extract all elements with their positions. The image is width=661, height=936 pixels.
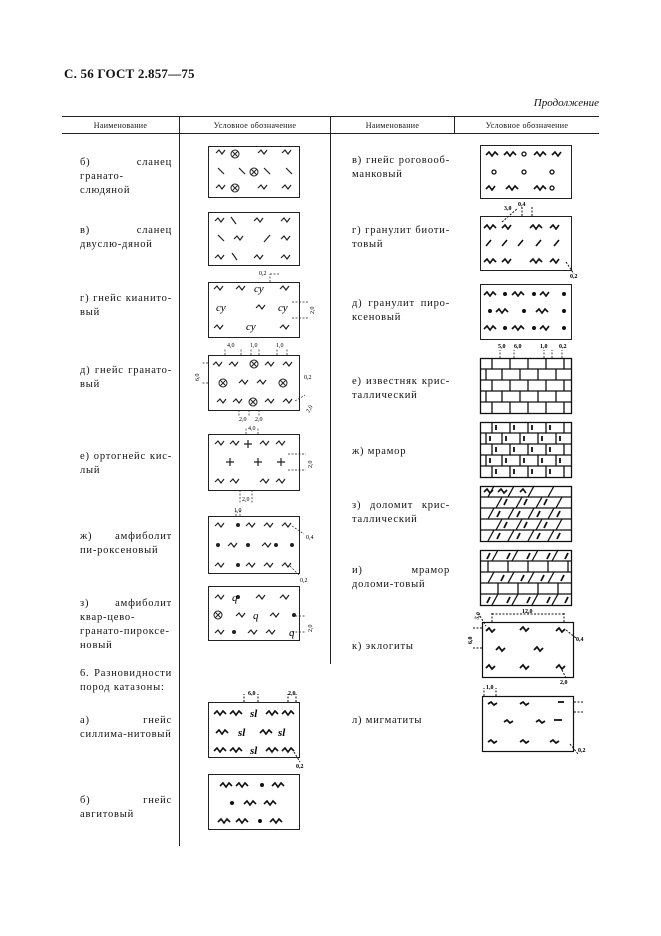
dim-label: 0,2 [259, 271, 267, 277]
row-label-kyanite-gneiss: г) гнейс кианито-вый [80, 293, 172, 318]
dim-label: 3,0 [504, 206, 512, 212]
dim-label: 4,0 [248, 426, 256, 432]
glyph-sl: sl [238, 727, 246, 739]
dim-label: 5,0 [498, 344, 506, 350]
row-label-two-mica-schist: в) сланец двуслю-дяной [80, 225, 172, 250]
row-label-augite-gneiss: б) гнейс авгитовый [80, 795, 172, 820]
dim-label: 2,0 [305, 404, 315, 414]
dim-label: 1,0 [234, 508, 242, 514]
col-divider-1 [179, 116, 180, 846]
glyph-cy: су [216, 302, 226, 314]
row-label-eclogites: к) эклогиты [352, 641, 414, 652]
glyph-cy: су [254, 283, 264, 295]
dim-label: 12,0 [522, 609, 533, 615]
glyph-q: q [289, 627, 295, 639]
dim-label: 1,0 [486, 685, 494, 691]
glyph-sl: sl [250, 708, 258, 720]
row-label-hornblende-gneiss: в) гнейс роговооб-манковый [352, 155, 450, 180]
col-header-symbol-right: Условное обозначение [485, 121, 569, 130]
symbol-biotite-granulite [470, 198, 585, 280]
row-label-garnet-mica-schist: б) сланец гранато-слюдяной [80, 157, 172, 196]
dim-label: 2,0 [308, 624, 314, 632]
dim-label: 0,4 [576, 637, 584, 643]
symbol-hornblende-gneiss [480, 145, 572, 199]
glyph-q: q [232, 592, 238, 604]
row-label-crystalline-limestone: е) известняк крис-таллический [352, 376, 450, 401]
glyph-cy: су [246, 321, 256, 333]
row-label-marble: ж) мрамор [352, 446, 407, 457]
dim-label: 1,0 [540, 344, 548, 350]
page-header: С. 56 ГОСТ 2.857—75 [64, 66, 195, 81]
row-label-quartz-garnet-pyroxene-amphibolite: з) амфиболит квар-цево-гранато-пироксе-новый [80, 598, 172, 651]
symbol-sillimanite-gneiss [208, 688, 313, 770]
glyph-sl: sl [250, 745, 258, 757]
dim-label: 6,0 [248, 691, 256, 697]
row-label-sillimanite-gneiss: а) гнейс силлима-нитовый [80, 715, 172, 740]
dim-label: 0,2 [570, 274, 578, 280]
symbol-acid-orthogneiss [208, 424, 318, 508]
dim-label: 5,0 [474, 611, 483, 621]
dim-label: 2,0 [560, 680, 568, 686]
dim-label: 0,4 [306, 535, 314, 541]
symbol-crystalline-limestone [470, 340, 580, 416]
symbol-marble [480, 422, 572, 478]
dim-label: 2,0 [255, 417, 263, 423]
col-header-symbol-left: Условное обозначение [213, 121, 297, 130]
row-label-crystalline-dolomite: з) доломит крис-таллический [352, 500, 450, 525]
symbol-pyroxene-granulite [480, 284, 572, 340]
continuation-label: Продолжение [533, 97, 599, 109]
col-divider-2 [330, 116, 331, 664]
dim-label: 2,0 [310, 306, 316, 314]
row-label-pyroxene-amphibolite: ж) амфиболит пи-роксеновый [80, 531, 172, 556]
symbol-augite-gneiss [208, 774, 300, 830]
dim-label: 6,0 [468, 636, 474, 644]
dim-label: 6,0 [514, 344, 522, 350]
row-label-migmatites: л) мигматиты [352, 715, 423, 726]
row-label-biotite-granulite: г) гранулит биоти-товый [352, 225, 450, 250]
row-label-acid-orthogneiss: е) ортогнейс кис-лый [80, 451, 172, 476]
col-header-name-left: Наименование [93, 121, 148, 130]
symbol-kyanite-gneiss [208, 270, 323, 340]
symbol-dolomitic-marble [480, 550, 572, 606]
symbol-eclogites [464, 608, 592, 684]
dim-label: 0,2 [304, 375, 312, 381]
symbol-garnet-gneiss [195, 343, 320, 421]
dim-label: 2,0 [239, 417, 247, 423]
symbol-two-mica-schist [208, 212, 300, 266]
symbol-migmatites [474, 684, 594, 760]
dim-label: 2,0 [242, 497, 250, 503]
glyph-q: q [253, 610, 259, 622]
row-label-dolomitic-marble: и) мрамор доломи-товый [352, 565, 450, 590]
dim-label: 2,0 [288, 691, 296, 697]
glyph-cy: су [278, 302, 288, 314]
symbol-garnet-mica-schist [208, 146, 300, 198]
row-label-garnet-gneiss: д) гнейс гранато-вый [80, 365, 172, 390]
dim-label: 6,0 [195, 373, 201, 381]
section-label-catazone: 6. Разновидности пород катазоны: [80, 668, 172, 693]
dim-label: 1,0 [276, 343, 284, 349]
dim-label: 0,2 [300, 578, 308, 584]
symbol-crystalline-dolomite [480, 486, 572, 542]
dim-label: 0,4 [518, 202, 526, 208]
dim-label: 1,0 [250, 343, 258, 349]
symbol-quartz-garnet-pyroxene-amphibolite [208, 586, 318, 646]
col-header-name-right: Наименование [365, 121, 420, 130]
symbol-pyroxene-amphibolite [208, 506, 323, 584]
glyph-sl: sl [278, 727, 286, 739]
row-label-pyroxene-granulite: д) гранулит пиро-ксеновый [352, 298, 450, 323]
dim-label: 0,2 [296, 764, 304, 770]
dim-label: 0,2 [578, 748, 586, 754]
dim-label: 0,2 [559, 344, 567, 350]
dim-label: 4,0 [227, 343, 235, 349]
dim-label: 2,0 [308, 460, 314, 468]
